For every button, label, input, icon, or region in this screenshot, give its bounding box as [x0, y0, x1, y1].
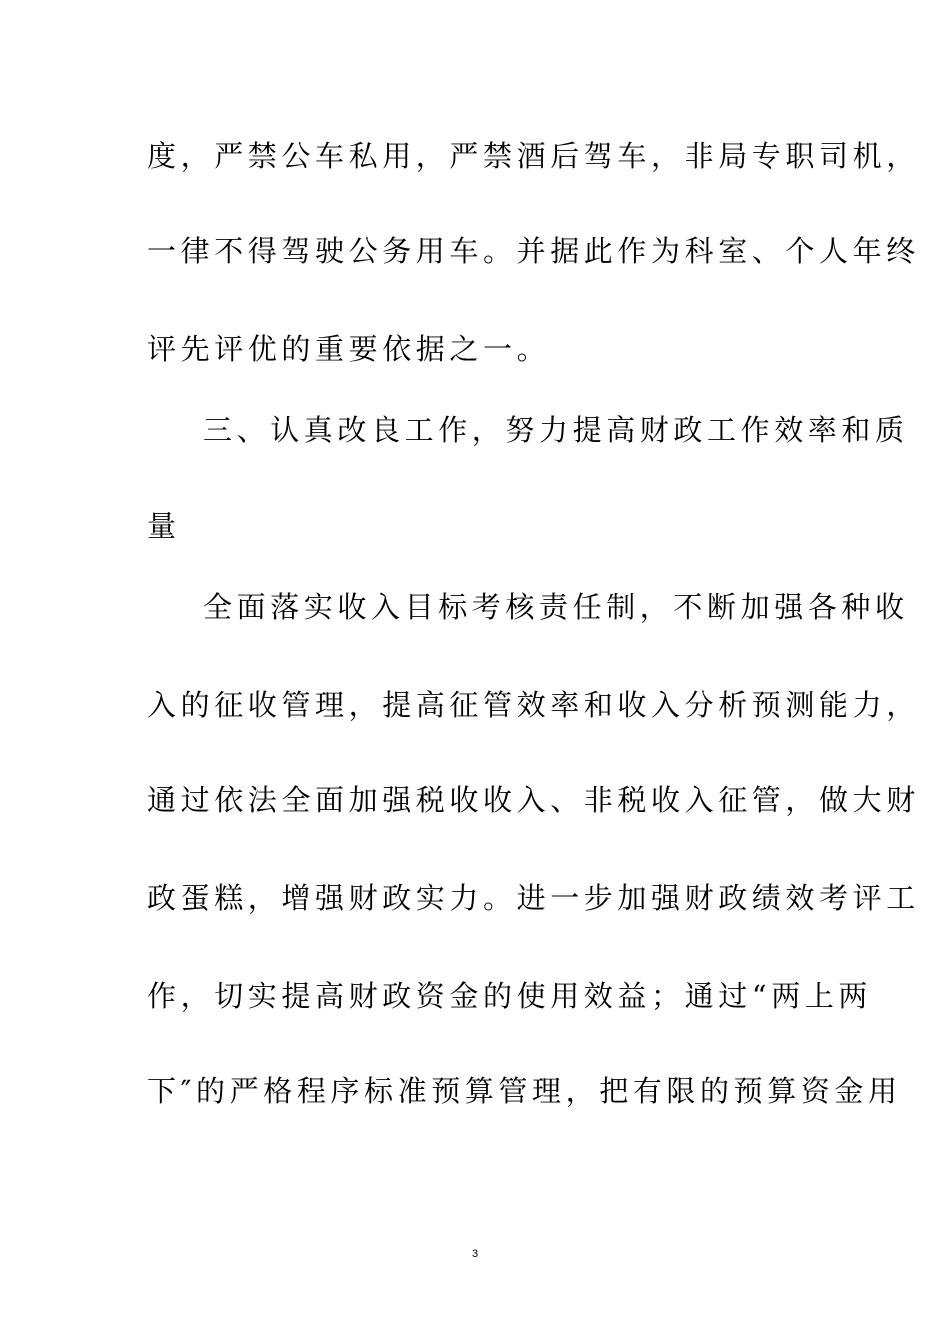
paragraph-line: 度，严禁公车私用，严禁酒后驾车，非局专职司机， [147, 139, 920, 173]
paragraph-line: 评先评优的重要依据之一。 [147, 332, 551, 366]
page-number: 3 [471, 1248, 479, 1260]
paragraph-line: 全面落实收入目标考核责任制，不断加强各种收 [203, 590, 909, 624]
paragraph-line: 入的征收管理，提高征管效率和收入分析预测能力， [147, 688, 920, 722]
paragraph-line: 下″的严格程序标准预算管理，把有限的预算资金用 [147, 1074, 902, 1108]
paragraph-line: 作，切实提高财政资金的使用效益；通过“两上两 [147, 979, 873, 1013]
section-heading-line: 量 [147, 509, 181, 543]
section-heading-line: 三、认真改良工作，努力提高财政工作效率和质 [203, 413, 909, 447]
paragraph-line: 通过依法全面加强税收收入、非税收入征管，做大财 [147, 783, 920, 817]
paragraph-line: 一律不得驾驶公务用车。并据此作为科室、个人年终 [147, 234, 920, 268]
paragraph-line: 政蛋糕，增强财政实力。进一步加强财政绩效考评工 [147, 881, 920, 915]
